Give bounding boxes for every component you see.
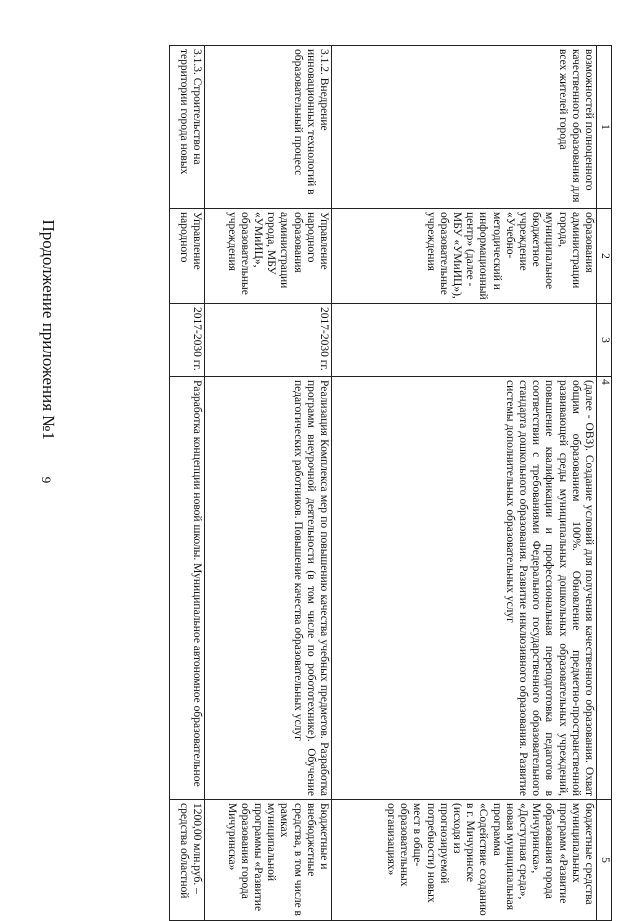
cell-text: Управление народного: [177, 212, 203, 270]
cell-activity: [332, 46, 597, 209]
column-header-3: 3: [597, 304, 612, 377]
table-row: [205, 46, 332, 921]
cell-text: (далее - ОВЗ). Создание условий для получения качественного образования. Охват общим образованием 100%. Обновление предметно-пространственной развивающей среды муниципальных дошкольных образовательных учреждений, повышение квалификации и профессиональная переподготовка педагогов в соответствии с требованиями Федерального государственного образовательного стандарта дошкольного образования. Развитие инклюзивного образования. Развитие системы дополнительных образовательных услуг: [503, 380, 595, 796]
cell-result: [170, 377, 205, 800]
table-row: [332, 46, 597, 921]
cell-text: 1200,00 млн.руб. – средства областной: [177, 803, 203, 899]
cell-text: бюджетные средства муниципальных программ «Развитие образования города Мичуринска», «Доступная среда», новая муниципальная программа «Содействие созданию в г. Мичуринске (исходя из прогнозируемой потребности) новых мест в обще-образовательных организациях»: [384, 803, 595, 916]
cell-responsible: [170, 209, 205, 304]
table-row: [170, 46, 205, 921]
cell-result: [332, 377, 597, 800]
cell-text: Бюджетные и внебюджетные средства, в том числе в рамках муниципальной программы «Развитие образования города Мичуринска»: [225, 803, 330, 916]
cell-text: возможностей полноценного качественного образования для всех жителей города: [556, 49, 595, 203]
cell-text: 3.1.3. Строительство на территории города новых: [177, 49, 203, 175]
table-header-row: [597, 46, 612, 921]
page-title: Продолжение приложения №1: [39, 219, 58, 440]
cell-text: Реализация Комплекса мер по повышению качества учебных предметов. Разработка программ внеурочной деятельности (в том числе по робототехнике). Обучение педагогических работников. Повышение качества образовательных услуг: [291, 380, 330, 796]
cell-period: [205, 304, 332, 377]
cell-activity: [170, 46, 205, 209]
column-header-4: 4: [597, 377, 612, 800]
cell-text: 3.1.2. Внедрение инновационных технологий в образовательный процесс: [291, 49, 330, 195]
cell-funding: [170, 800, 205, 921]
cell-text: образования администрации города, муниципальное бюджетное учреждение «Учебно-методический и информационный центр» (далее - МБУ «УМиИЦ»), образовательные учреждения: [424, 212, 595, 300]
cell-funding: [205, 800, 332, 921]
cell-period: [170, 304, 205, 377]
document-table-rotated: [92, 45, 612, 916]
cell-text: 2017-2030 гг.: [191, 307, 203, 371]
activities-table: [169, 45, 612, 921]
column-header-1: 1: [597, 46, 612, 209]
cell-activity: [205, 46, 332, 209]
column-header-2: 2: [597, 209, 612, 304]
page-number: 9: [39, 476, 54, 484]
cell-text: 2017-2030 гг.: [318, 307, 330, 371]
cell-responsible: [205, 209, 332, 304]
cell-responsible: [332, 209, 597, 304]
cell-funding: [332, 800, 597, 921]
column-header-5: 5: [597, 800, 612, 921]
cell-period: [332, 304, 597, 377]
cell-result: [205, 377, 332, 800]
cell-text: Управление народного образования администрации города, МБУ «УМиИЦ», образовательные учреждения: [225, 212, 330, 295]
cell-text: Разработка концепции новой школы. Муниципальное автономное образовательное: [191, 380, 203, 787]
